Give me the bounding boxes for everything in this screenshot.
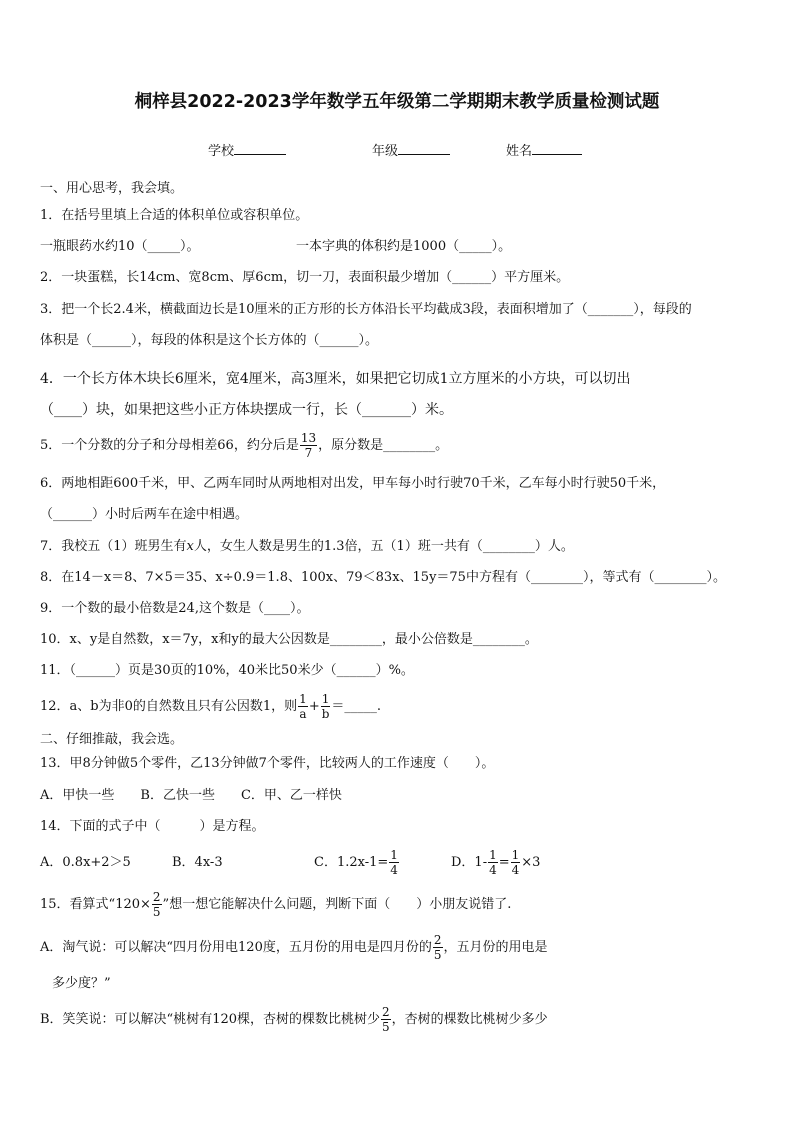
- question-4-line2: （____）块，如果把这些小正方体块摆成一行，长（_______）米。: [40, 402, 453, 418]
- question-14-option-d: [451, 845, 540, 881]
- option-d-text-end: ×3: [521, 855, 541, 870]
- question-14-option-b: B．4x-3: [172, 855, 223, 870]
- question-13-options: A．甲快一些 B．乙快一些 C．甲、乙一样快: [40, 788, 342, 803]
- question-12-text-end: ＝_____.: [331, 699, 381, 714]
- fraction-1-4: [511, 849, 521, 876]
- option-c-text: C．1.2x-1=: [314, 855, 389, 870]
- grade-blank[interactable]: [398, 142, 450, 155]
- question-2: 2．一块蛋糕，长14cm、宽8cm、厚6cm，切一刀，表面积最少增加（______）平方厘米。: [40, 270, 570, 285]
- numerator: 1: [489, 848, 497, 862]
- plus-sign: +: [308, 699, 320, 714]
- grade-label: 年级: [372, 144, 399, 159]
- numerator: 1: [321, 692, 330, 706]
- question-1: 1．在括号里填上合适的体积单位或容积单位。: [40, 208, 309, 223]
- option-d-text: D．1-: [451, 855, 488, 870]
- fraction-1-4: [389, 849, 399, 876]
- denominator: a: [299, 707, 307, 721]
- question-5: [40, 428, 448, 464]
- fraction-1-a: [298, 693, 308, 720]
- equals-sign: =: [498, 855, 510, 870]
- numerator: 2: [382, 1005, 390, 1019]
- question-12: [40, 689, 381, 725]
- option-a-text-end: ，五月份的用电是: [443, 940, 548, 955]
- page-title: 桐梓县2022-2023学年数学五年级第二学期期末教学质量检测试题: [134, 92, 660, 112]
- question-5-text: 5．一个分数的分子和分母相差66，约分后是: [40, 438, 299, 453]
- question-15-option-a: [40, 930, 548, 966]
- question-5-text-end: ，原分数是________。: [318, 438, 449, 453]
- numerator: 1: [390, 848, 398, 862]
- question-6-line1: 6．两地相距600千米，甲、乙两车同时从两地相对出发，甲车每小时行驶70千米，乙车每小时行驶50千米，: [40, 476, 666, 491]
- section-heading-1: 一、用心思考，我会填。: [40, 181, 184, 196]
- fraction-2-5: [433, 934, 443, 961]
- name-blank[interactable]: [532, 142, 582, 155]
- school-label: 学校: [208, 144, 235, 159]
- question-13: 13．甲8分钟做5个零件，乙13分钟做7个零件，比较两人的工作速度（ ）。: [40, 756, 495, 771]
- denominator: 5: [152, 905, 161, 919]
- question-12-text: 12．a、b为非0的自然数且只有公因数1，则: [40, 699, 298, 714]
- question-8: 8．在14－x＝8、7×5＝35、x÷0.9＝1.8、100x、79＜83x、15y＝75中方程有（________），等式有（________）。: [40, 570, 726, 585]
- question-14-option-c: [314, 845, 400, 881]
- denominator: 4: [511, 863, 520, 877]
- name-label: 姓名: [506, 144, 533, 159]
- denominator: 4: [489, 863, 497, 877]
- question-15-text-end: ”想一想它能解决什么问题，判断下面（ ）小朋友说错了.: [162, 897, 512, 912]
- option-b-text-end: ，杏树的棵数比桃树少多少: [391, 1012, 548, 1027]
- numerator: 2: [152, 890, 161, 904]
- question-9: 9．一个数的最小倍数是24,这个数是（____）。: [40, 601, 310, 616]
- numerator: 2: [433, 933, 442, 947]
- section-heading-2: 二、仔细推敲，我会选。: [40, 732, 184, 747]
- name-field: [506, 140, 582, 159]
- fraction-1-4: [488, 849, 498, 876]
- denominator: 5: [433, 948, 442, 962]
- numerator: 13: [300, 431, 317, 445]
- denominator: 5: [382, 1020, 390, 1034]
- option-b-text: B．笑笑说：可以解决“桃树有120棵，杏树的棵数比桃树少: [40, 1012, 381, 1027]
- fraction-1-b: [321, 693, 331, 720]
- option-a-text: A．淘气说：可以解决“四月份用电120度，五月份的用电是四月份的: [40, 940, 432, 955]
- question-1a: 一瓶眼药水约10（_____）。: [40, 239, 200, 254]
- question-11: 11．（______）页是30页的10%，40米比50米少（______）%。: [40, 663, 414, 678]
- question-14-option-a: A．0.8x+2＞5: [40, 855, 131, 870]
- denominator: 4: [390, 863, 398, 877]
- numerator: 1: [511, 848, 520, 862]
- denominator: 7: [304, 446, 313, 460]
- grade-field: [372, 140, 450, 159]
- school-field: [208, 140, 286, 159]
- question-6-line2: （______）小时后两车在途中相遇。: [40, 507, 249, 522]
- fraction-2-5: [381, 1006, 391, 1033]
- question-10: 10．x、y是自然数，x＝7y，x和y的最大公因数是________，最小公倍数是________。: [40, 632, 538, 647]
- question-3-line2: 体积是（______），每段的体积是这个长方体的（______）。: [40, 333, 379, 348]
- question-7: 7．我校五（1）班男生有𝑥人，女生人数是男生的1.3倍，五（1）班一共有（________）人。: [40, 539, 574, 554]
- question-1b: 一本字典的体积约是1000（_____）。: [296, 239, 512, 254]
- fraction-2-5: [152, 891, 162, 918]
- question-4-line1: 4．一个长方体木块长6厘米，宽4厘米，高3厘米，如果把它切成1立方厘米的小方块，可以切出: [40, 371, 631, 387]
- denominator: b: [321, 707, 330, 721]
- question-14: 14．下面的式子中（ ）是方程。: [40, 819, 265, 834]
- school-blank[interactable]: [234, 142, 286, 155]
- fraction-13-7: [300, 432, 317, 459]
- question-3-line1: 3．把一个长2.4米，横截面边长是10厘米的正方形的长方体沿长平均截成3段，表面积增加了（_______），每段的: [40, 302, 692, 317]
- numerator: 1: [299, 692, 307, 706]
- question-15-text: 15．看算式“120×: [40, 897, 151, 912]
- question-15-option-a-cont: 多少度？”: [52, 976, 111, 991]
- question-15-option-b: [40, 1002, 548, 1038]
- question-15: [40, 887, 511, 923]
